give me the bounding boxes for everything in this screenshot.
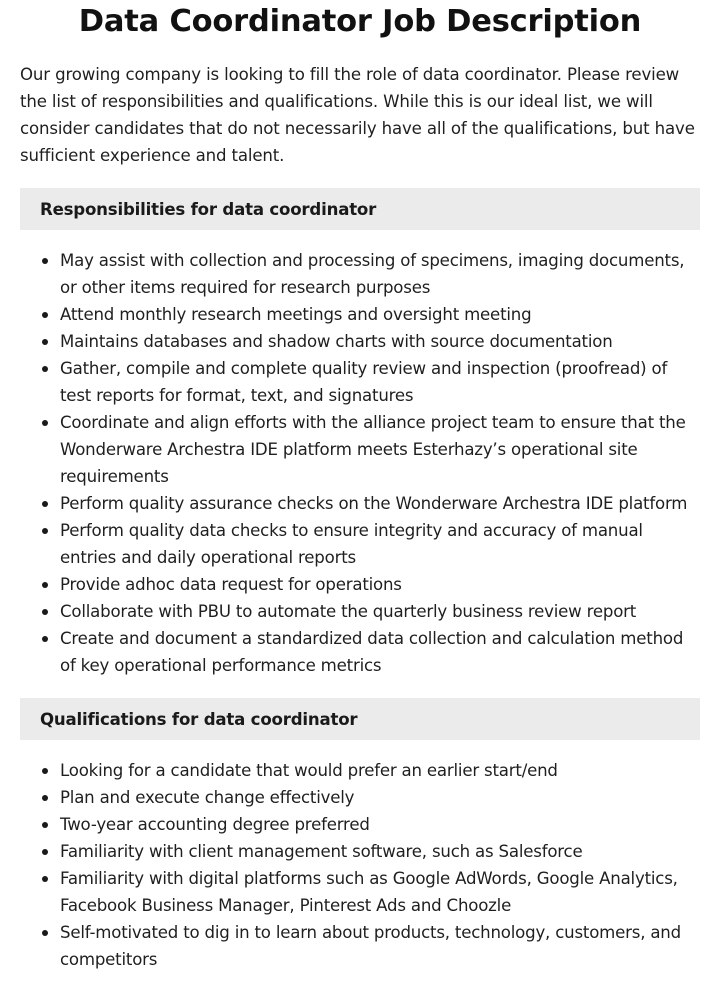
bullet-icon <box>42 312 48 318</box>
bullet-icon <box>42 258 48 264</box>
page-title: Data Coordinator Job Description <box>78 4 642 39</box>
responsibilities-heading: Responsibilities for data coordinator <box>40 199 377 219</box>
list-item-text: Coordinate and align efforts with the alliance project team to ensure that the Wonderware Archestra IDE platform meets Esterhazy’s operational site requirements <box>60 413 686 486</box>
list-item-text: May assist with collection and processing of specimens, imaging documents, or other items required for research purposes <box>60 251 685 297</box>
list-item <box>20 409 700 490</box>
list-item-text: Two-year accounting degree preferred <box>60 815 370 834</box>
bullet-icon <box>42 795 48 801</box>
list-item-text: Familiarity with digital platforms such as Google AdWords, Google Analytics, Facebook Business Manager, Pinterest Ads and Choozle <box>60 869 678 915</box>
list-item-text: Looking for a candidate that would prefer an earlier start/end <box>60 761 558 780</box>
bullet-icon <box>42 768 48 774</box>
list-item <box>20 598 700 625</box>
bullet-icon <box>42 582 48 588</box>
responsibilities-header <box>20 188 700 230</box>
list-item <box>20 517 700 571</box>
list-item <box>20 328 700 355</box>
list-item <box>20 247 700 301</box>
list-item-text: Perform quality data checks to ensure integrity and accuracy of manual entries and daily operational reports <box>60 521 643 567</box>
qualifications-heading: Qualifications for data coordinator <box>40 709 358 729</box>
bullet-icon <box>42 609 48 615</box>
bullet-icon <box>42 339 48 345</box>
bullet-icon <box>42 876 48 882</box>
bullet-icon <box>42 822 48 828</box>
list-item <box>20 919 700 973</box>
list-item-text: Collaborate with PBU to automate the quarterly business review report <box>60 602 637 621</box>
list-item-text: Gather, compile and complete quality review and inspection (proofread) of test reports for format, text, and signatures <box>60 359 668 405</box>
list-item-text: Maintains databases and shadow charts with source documentation <box>60 332 613 351</box>
bullet-icon <box>42 366 48 372</box>
list-item-text: Perform quality assurance checks on the Wonderware Archestra IDE platform <box>60 494 688 513</box>
list-item-text: Create and document a standardized data collection and calculation method of key operational performance metrics <box>60 629 684 675</box>
qualifications-list <box>20 757 700 973</box>
bullet-icon <box>42 501 48 507</box>
list-item-text: Plan and execute change effectively <box>60 788 355 807</box>
list-item <box>20 757 700 784</box>
bullet-icon <box>42 420 48 426</box>
list-item-text: Attend monthly research meetings and oversight meeting <box>60 305 532 324</box>
list-item <box>20 784 700 811</box>
bullet-icon <box>42 930 48 936</box>
responsibilities-list <box>20 247 700 679</box>
bullet-icon <box>42 849 48 855</box>
list-item <box>20 355 700 409</box>
list-item <box>20 838 700 865</box>
list-item <box>20 301 700 328</box>
list-item <box>20 490 700 517</box>
qualifications-header <box>20 698 700 740</box>
list-item-text: Provide adhoc data request for operations <box>60 575 402 594</box>
list-item <box>20 811 700 838</box>
list-item <box>20 625 700 679</box>
list-item-text: Familiarity with client management software, such as Salesforce <box>60 842 583 861</box>
list-item <box>20 571 700 598</box>
intro-paragraph: Our growing company is looking to fill the role of data coordinator. Please review the list of responsibilities and qualifications. While this is our ideal list, we will consider candidates that do not necessarily have all of the qualifications, but have sufficient experience and talent. <box>20 65 695 165</box>
list-item <box>20 865 700 919</box>
bullet-icon <box>42 636 48 642</box>
list-item-text: Self-motivated to dig in to learn about products, technology, customers, and competitors <box>60 923 681 969</box>
bullet-icon <box>42 528 48 534</box>
